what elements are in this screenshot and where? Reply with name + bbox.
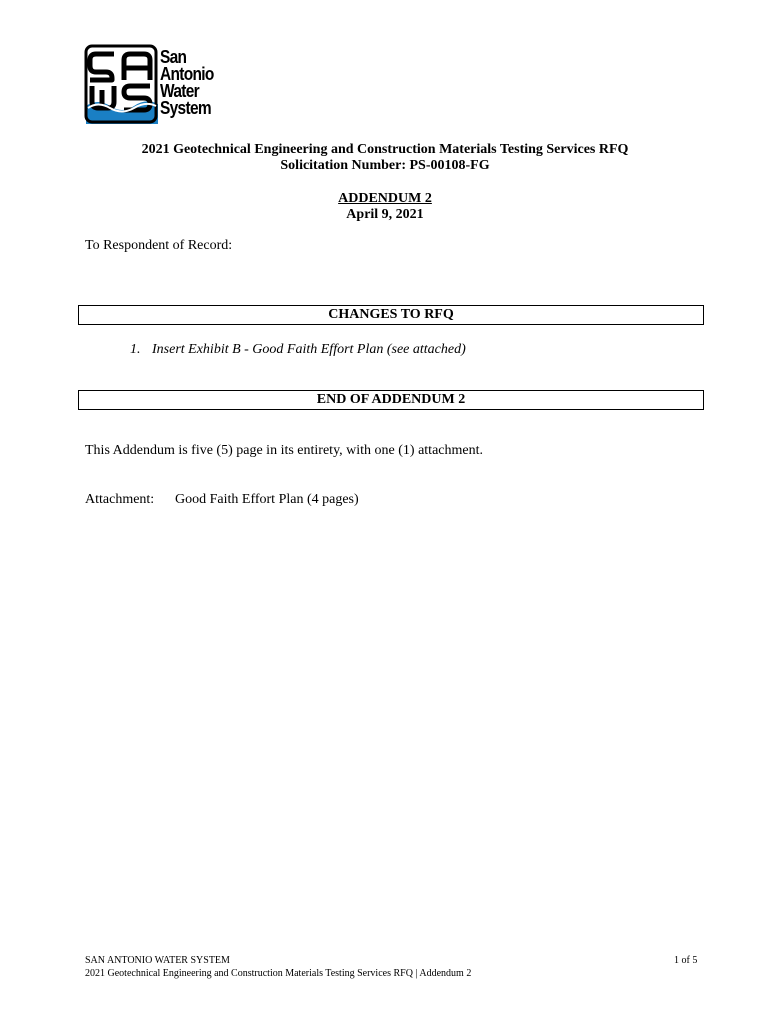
logo-line: San (160, 47, 187, 67)
footer-doc-title: 2021 Geotechnical Engineering and Construction Materials Testing Services RFQ | Addendum 2 (85, 968, 472, 979)
logo-line: System (160, 98, 211, 118)
page-number: 1 of 5 (674, 955, 698, 966)
addendum-title: ADDENDUM 2 (338, 191, 432, 206)
saws-logo-text (160, 49, 214, 117)
addendum-date: April 9, 2021 (346, 207, 424, 222)
footer-org: SAN ANTONIO WATER SYSTEM (85, 955, 230, 966)
entirety-statement: This Addendum is five (5) page in its entirety, with one (1) attachment. (85, 443, 483, 458)
solicitation-number: Solicitation Number: PS-00108-FG (280, 158, 490, 173)
logo-line: Antonio (160, 64, 214, 84)
salutation: To Respondent of Record: (85, 238, 233, 253)
document-title: 2021 Geotechnical Engineering and Construction Materials Testing Services RFQ (141, 142, 629, 157)
saws-logo-mark-icon (84, 44, 158, 124)
changes-heading: CHANGES TO RFQ (78, 305, 704, 325)
attachment-line (85, 492, 359, 508)
attachment-label: Attachment: (85, 492, 155, 507)
list-item-number: 1. (130, 342, 141, 357)
saws-logo (84, 44, 224, 126)
end-heading: END OF ADDENDUM 2 (78, 390, 704, 410)
addendum-header (0, 191, 770, 223)
logo-line: Water (160, 81, 199, 101)
footer (85, 954, 471, 980)
document-header (0, 142, 770, 174)
list-item (130, 342, 466, 358)
list-item-text: Insert Exhibit B - Good Faith Effort Plan (see attached) (152, 342, 466, 357)
attachment-value: Good Faith Effort Plan (4 pages) (175, 492, 359, 507)
changes-list (130, 342, 466, 358)
